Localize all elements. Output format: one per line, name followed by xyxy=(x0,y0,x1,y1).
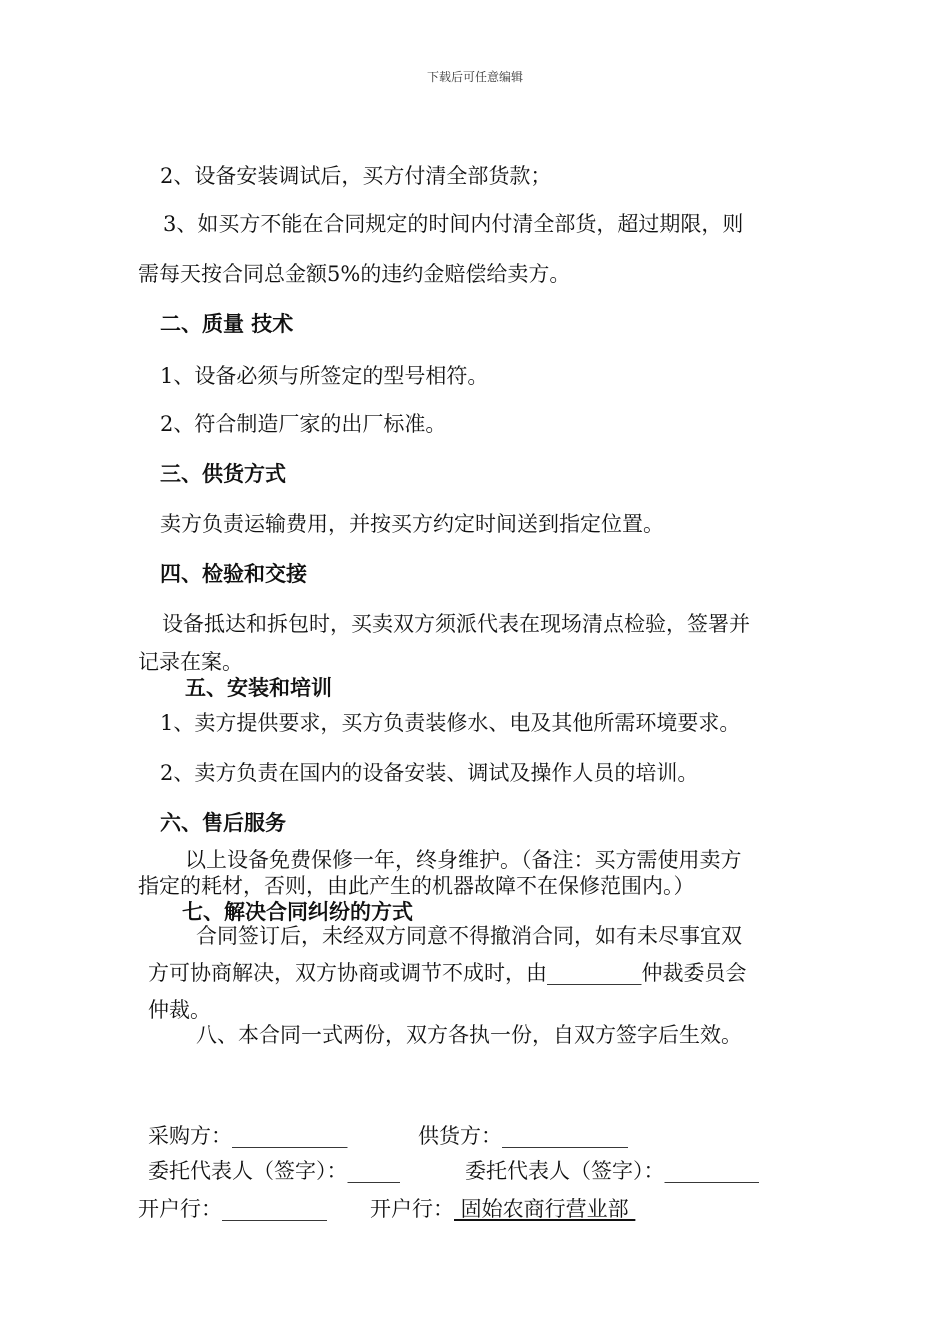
buyer-representative: 委托代表人（签字）：_____ xyxy=(148,1159,400,1183)
clause-copies: 八、本合同一式两份，双方各执一份，自双方签字后生效。 xyxy=(196,1023,742,1047)
clause-payment-3: 3、如买方不能在合同规定的时间内付清全部货，超过期限，则 xyxy=(163,212,744,236)
section-service-heading: 六、售后服务 xyxy=(160,811,286,835)
supplier-bank-value: 固始农商行营业部 xyxy=(454,1197,636,1221)
buyer-bank: 开户行：__________ xyxy=(138,1197,327,1221)
section-inspection-heading: 四、检验和交接 xyxy=(160,562,307,586)
clause-payment-3-cont: 需每天按合同总金额5%的违约金赔偿给卖方。 xyxy=(138,262,571,286)
supplier-representative: 委托代表人（签字）：_________ xyxy=(465,1159,759,1183)
clause-supply: 卖方负责运输费用，并按买方约定时间送到指定位置。 xyxy=(160,512,664,536)
section-install-heading: 五、安装和培训 xyxy=(185,676,332,700)
clause-install-2: 2、卖方负责在国内的设备安装、调试及操作人员的培训。 xyxy=(160,761,699,785)
section-dispute-heading: 七、解决合同纠纷的方式 xyxy=(182,900,413,924)
clause-dispute-cont: 方可协商解决，双方协商或调节不成时，由_________仲裁委员会 xyxy=(148,961,747,985)
clause-inspection: 设备抵达和拆包时，买卖双方须派代表在现场清点检验，签署并 xyxy=(162,612,750,636)
page-header: 下载后可任意编辑 xyxy=(426,70,523,84)
clause-service: 以上设备免费保修一年，终身维护。（备注：买方需使用卖方 xyxy=(185,848,742,872)
clause-payment-2: 2、设备安装调试后，买方付清全部货款； xyxy=(160,164,552,188)
supplier-bank-label: 开户行： xyxy=(370,1197,454,1221)
clause-quality-2: 2、符合制造厂家的出厂标准。 xyxy=(160,412,447,436)
section-quality-heading: 二、质量 技术 xyxy=(160,312,294,336)
clause-dispute-end: 仲裁。 xyxy=(148,998,211,1022)
clause-inspection-cont: 记录在案。 xyxy=(138,650,243,674)
clause-service-cont: 指定的耗材，否则，由此产生的机器故障不在保修范围内。） xyxy=(138,874,695,898)
supplier-bank xyxy=(370,1199,635,1220)
buyer-signature: 采购方：___________ xyxy=(148,1124,348,1148)
section-supply-heading: 三、供货方式 xyxy=(160,462,286,486)
clause-quality-1: 1、设备必须与所签定的型号相符。 xyxy=(160,364,489,388)
clause-dispute: 合同签订后，未经双方同意不得撤消合同，如有未尽事宜双 xyxy=(196,924,742,948)
supplier-signature: 供货方：____________ xyxy=(418,1124,628,1148)
clause-install-1: 1、卖方提供要求，买方负责装修水、电及其他所需环境要求。 xyxy=(160,711,741,735)
